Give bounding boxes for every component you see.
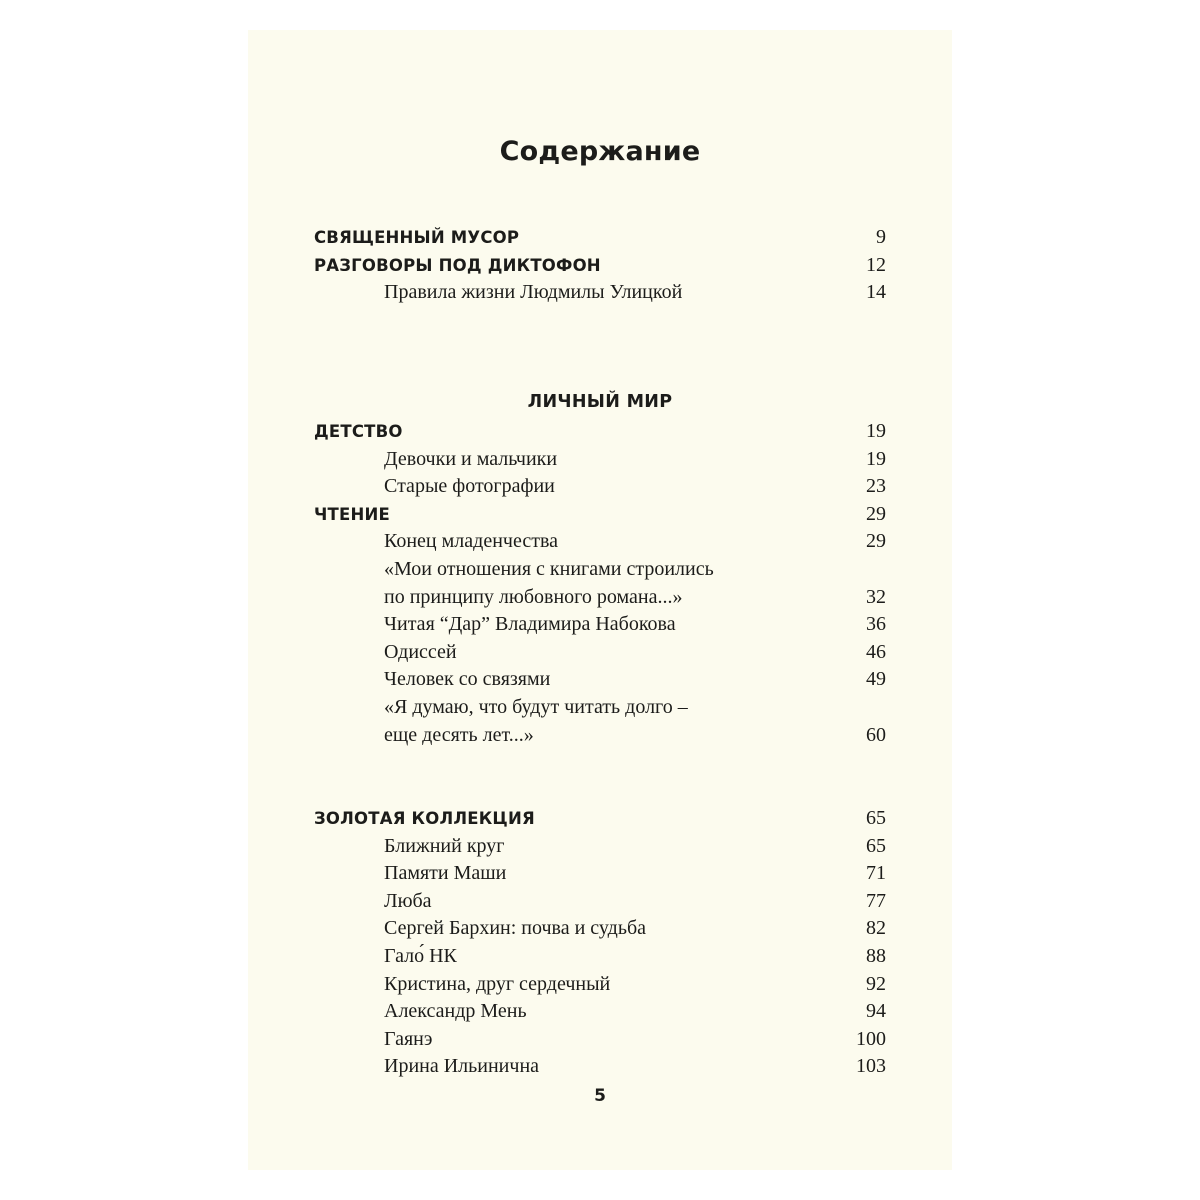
toc-entry-title: «Я думаю, что будут читать долго – еще десять лет...» [384,695,688,746]
toc-entry-title: ЧТЕНИЕ [314,504,390,524]
toc-heading-entry [314,224,886,252]
toc-heading-entry [314,252,886,280]
toc-entry [314,943,886,971]
toc-entry-page: 100 [856,1027,886,1050]
toc-heading-entry [314,805,886,833]
page-title: Содержание [499,136,701,167]
toc-entry [314,279,886,307]
toc-entry-page: 36 [866,613,886,636]
toc-entry-title: Ирина Ильинична [384,1055,540,1078]
toc-entry-title: Гаянэ [384,1027,433,1050]
toc-entry [314,915,886,943]
toc-entry-page: 23 [866,475,886,498]
toc-entry [314,666,886,694]
toc-entry-title: Александр Мень [384,1000,527,1023]
toc-entry-title: Правила жизни Людмилы Улицкой [384,281,683,304]
toc-entry-page: 60 [866,723,886,746]
toc-entry-page: 46 [866,640,886,663]
section-title: ЛИЧНЫЙ МИР [527,392,673,412]
toc-entry [314,528,886,556]
toc-entry [314,639,886,667]
toc-entry-title: Гало́ НК [384,944,457,967]
toc-entry-page: 9 [876,226,886,248]
toc-entry [314,998,886,1026]
toc-heading-entry [314,501,886,529]
toc-block-golden-collection [314,805,886,1081]
toc-entry [314,860,886,888]
toc-entry-title: Старые фотографии [384,475,555,498]
toc-entry-page: 77 [866,889,886,912]
toc-entry-page: 65 [866,807,886,829]
toc-entry [314,833,886,861]
toc-entry-page: 49 [866,668,886,691]
toc-entry-title: ДЕТСТВО [314,422,403,441]
toc-entry-page: 65 [866,834,886,857]
toc-entry-page: 19 [866,420,886,442]
toc-entry-page: 12 [866,253,886,276]
toc-heading-entry [314,418,886,446]
toc-entry [314,556,886,611]
toc-entry [314,1026,886,1054]
toc-entry-page: 14 [866,281,886,304]
toc-entry [314,473,886,501]
toc-entry-page: 29 [866,530,886,553]
toc-entry-title: Читая “Дар” Владимира Набокова [384,613,676,636]
toc-entry-title: Сергей Бархин: почва и судьба [384,917,647,940]
toc-entry-title: Девочки и мальчики [384,447,558,470]
toc-entry-title: Люба [384,889,432,912]
toc-entry-page: 71 [866,862,886,885]
toc-entry-page: 88 [866,944,886,967]
toc-entry [314,446,886,474]
toc-entry-title: ЗОЛОТАЯ КОЛЛЕКЦИЯ [314,809,535,828]
toc-block-personal-world [314,418,886,749]
toc-entry [314,971,886,999]
toc-entry-title: Конец младенчества [384,530,559,553]
toc-entry-title: СВЯЩЕННЫЙ МУСОР [314,228,520,247]
toc-entry-page: 82 [866,917,886,940]
toc-entry-page: 29 [866,502,886,525]
toc-entry [314,1053,886,1081]
toc-block-intro [314,224,886,307]
toc-entry [314,694,886,749]
toc-entry-title: «Мои отношения с книгами строились по принципу любовного романа...» [384,557,714,608]
page-number: 5 [594,1086,606,1106]
toc-entry-page: 94 [866,1000,886,1023]
toc-entry [314,611,886,639]
toc-entry-title: Одиссей [384,640,457,663]
toc-entry-page: 19 [866,447,886,470]
toc-entry [314,888,886,916]
toc-entry-page: 103 [856,1055,886,1078]
toc-entry-title: РАЗГОВОРЫ ПОД ДИКТОФОН [314,255,601,275]
toc-entry-title: Кристина, друг сердечный [384,972,611,995]
toc-entry-title: Человек со связями [384,668,551,691]
book-page [248,30,952,1170]
toc-entry-page: 32 [866,585,886,608]
toc-entry-title: Памяти Маши [384,862,507,885]
toc-entry-page: 92 [866,972,886,995]
toc-entry-title: Ближний круг [384,834,505,857]
